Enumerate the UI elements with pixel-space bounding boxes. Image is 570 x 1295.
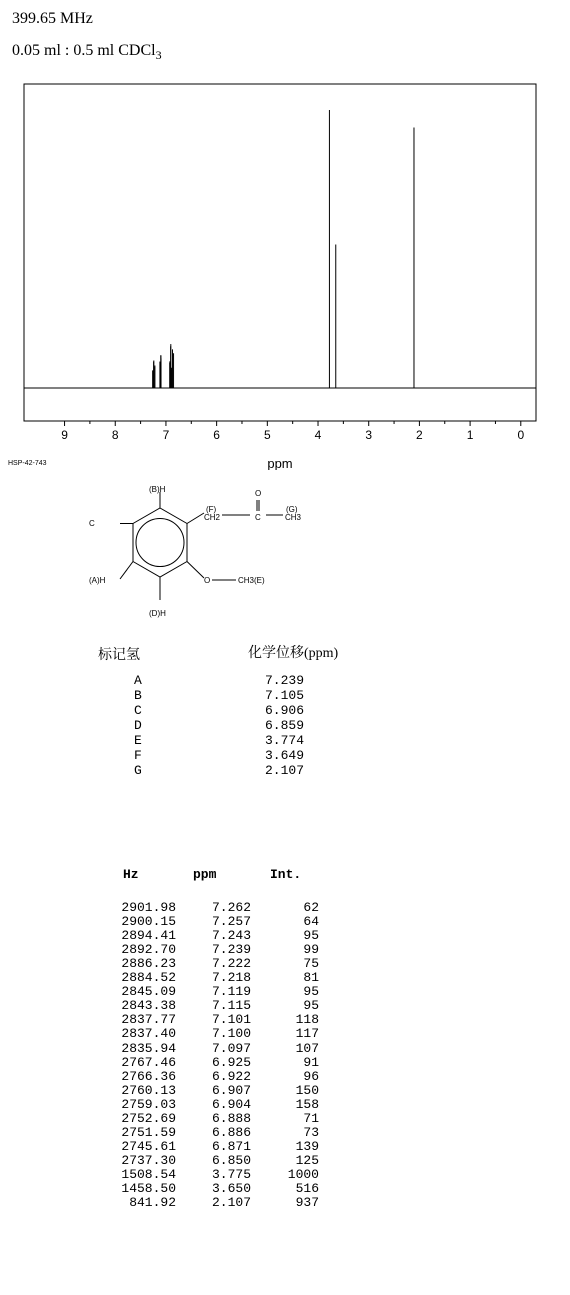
x-tick-label: 3 bbox=[365, 428, 373, 442]
label-h-a: (A)H bbox=[89, 576, 106, 585]
peak-table-row bbox=[0, 999, 570, 1013]
peak-table-row bbox=[0, 1027, 570, 1041]
peak-table-row bbox=[0, 943, 570, 957]
x-tick-label: 4 bbox=[314, 428, 322, 442]
shift-table-header-label: 标记氢 bbox=[98, 648, 140, 663]
bond-o-ether bbox=[187, 562, 204, 579]
peak-int: 81 bbox=[303, 970, 319, 986]
label-carbonyl-o: O bbox=[255, 489, 262, 498]
label-h-d: (D)H bbox=[149, 609, 166, 618]
peak-int: 71 bbox=[303, 1110, 319, 1126]
spectrometer-frequency: 399.65 MHz bbox=[12, 10, 93, 27]
peak-table-row bbox=[0, 1196, 570, 1210]
label-methoxy: CH3(E) bbox=[238, 576, 265, 585]
peak-int: 937 bbox=[295, 1195, 319, 1211]
shift-row-ppm: 7.239 bbox=[265, 673, 305, 688]
label-ch3-ketone: CH3 bbox=[285, 513, 302, 522]
peak-ppm: 6.886 bbox=[211, 1124, 251, 1140]
peak-ppm: 6.850 bbox=[211, 1152, 251, 1168]
peak-table-row bbox=[0, 1154, 570, 1168]
peak-int: 150 bbox=[295, 1082, 319, 1098]
peak-hz: 2835.94 bbox=[121, 1040, 176, 1056]
peak-table-row bbox=[0, 1182, 570, 1196]
peak-table-row bbox=[0, 915, 570, 929]
peak-ppm: 6.888 bbox=[211, 1110, 251, 1126]
peak-table-row bbox=[0, 1140, 570, 1154]
spectrum-code: HSP-42-743 bbox=[8, 460, 47, 467]
peak-hz: 1508.54 bbox=[121, 1166, 176, 1182]
peak-table-row bbox=[0, 971, 570, 985]
peak-table-header-ppm: ppm bbox=[193, 867, 217, 882]
shift-table-header-ppm: 化学位移(ppm) bbox=[248, 646, 339, 661]
x-tick-label: 1 bbox=[466, 428, 474, 442]
label-ether-o: O bbox=[204, 576, 211, 585]
peak-int: 158 bbox=[295, 1096, 319, 1112]
peak-hz: 2892.70 bbox=[121, 942, 176, 958]
peak-ppm: 7.243 bbox=[211, 928, 251, 944]
peak-ppm: 6.871 bbox=[211, 1138, 251, 1154]
peak-ppm: 3.650 bbox=[211, 1181, 251, 1196]
peak-table-row bbox=[0, 1126, 570, 1140]
shift-row-label: A bbox=[134, 673, 142, 688]
peaks-group bbox=[153, 110, 414, 388]
x-tick-label: 5 bbox=[263, 428, 271, 442]
peak-hz: 2843.38 bbox=[121, 998, 176, 1014]
peak-table-row bbox=[0, 1070, 570, 1084]
peak-int: 139 bbox=[295, 1138, 319, 1154]
peak-int: 64 bbox=[303, 914, 319, 930]
x-tick-label: 0 bbox=[517, 428, 525, 442]
peak-ppm: 3.775 bbox=[211, 1166, 251, 1182]
peak-int: 107 bbox=[295, 1040, 319, 1056]
label-carbonyl-c: C bbox=[255, 513, 261, 522]
solvent-text: 0.05 ml : 0.5 ml CDCl bbox=[12, 42, 156, 59]
peak-table-row bbox=[0, 1013, 570, 1027]
peak-int: 91 bbox=[303, 1054, 319, 1070]
peak-hz: 2767.46 bbox=[121, 1054, 176, 1070]
nmr-spectrum-chart bbox=[0, 80, 570, 470]
peak-ppm: 7.119 bbox=[211, 984, 251, 1000]
peak-table-row bbox=[0, 1084, 570, 1098]
shift-row-ppm: 6.859 bbox=[265, 718, 305, 733]
peak-hz: 2752.69 bbox=[121, 1110, 176, 1126]
peak-int: 99 bbox=[303, 942, 319, 958]
peak-ppm: 6.922 bbox=[211, 1068, 251, 1084]
bond-ch2 bbox=[187, 513, 204, 524]
x-tick-label: 7 bbox=[162, 428, 170, 442]
peak-ppm: 6.925 bbox=[211, 1054, 251, 1070]
peak-hz: 2901.98 bbox=[121, 900, 176, 915]
peak-table-header-int: Int. bbox=[270, 867, 302, 882]
label-h-b: (B)H bbox=[149, 485, 166, 494]
peak-ppm: 7.222 bbox=[211, 956, 251, 972]
peak-int: 118 bbox=[295, 1012, 319, 1028]
shift-row-ppm: 2.107 bbox=[265, 763, 305, 778]
peak-table-row bbox=[0, 985, 570, 999]
x-tick-label: 2 bbox=[416, 428, 423, 442]
x-tick-label: 8 bbox=[111, 428, 119, 442]
shift-row-label: C bbox=[134, 703, 142, 718]
peak-hz: 2894.41 bbox=[121, 928, 176, 944]
peak-hz: 2837.40 bbox=[121, 1026, 176, 1042]
peak-hz: 1458.50 bbox=[121, 1181, 176, 1196]
solvent-subscript: 3 bbox=[155, 48, 162, 63]
peak-hz: 2766.36 bbox=[121, 1068, 176, 1084]
peak-hz: 2737.30 bbox=[121, 1152, 176, 1168]
peak-hz: 2760.13 bbox=[121, 1082, 176, 1098]
peak-table-row bbox=[0, 957, 570, 971]
peak-hz: 841.92 bbox=[129, 1195, 176, 1211]
peak-int: 516 bbox=[295, 1181, 319, 1196]
peak-table-row bbox=[0, 929, 570, 943]
peak-ppm: 7.097 bbox=[211, 1040, 251, 1056]
peak-int: 75 bbox=[303, 956, 319, 972]
peak-ppm: 7.100 bbox=[211, 1026, 251, 1042]
shift-row-label: G bbox=[134, 763, 142, 778]
label-g: (G) bbox=[286, 505, 298, 514]
shift-row-ppm: 3.649 bbox=[265, 748, 305, 763]
peak-int: 62 bbox=[303, 900, 319, 915]
peak-hz: 2884.52 bbox=[121, 970, 176, 986]
x-tick-label: 6 bbox=[213, 428, 220, 442]
peak-int: 73 bbox=[303, 1124, 319, 1140]
peak-ppm: 7.101 bbox=[211, 1012, 251, 1028]
peak-ppm: 7.257 bbox=[211, 914, 251, 930]
peak-ppm: 7.218 bbox=[211, 970, 251, 986]
peak-table-row bbox=[0, 1168, 570, 1182]
molecular-structure bbox=[80, 478, 380, 628]
peak-int: 95 bbox=[303, 928, 319, 944]
shift-row-label: D bbox=[134, 718, 142, 733]
plot-frame bbox=[24, 84, 536, 421]
peak-int: 125 bbox=[295, 1152, 319, 1168]
aromatic-circle bbox=[136, 519, 184, 567]
shift-row-label: F bbox=[134, 748, 142, 763]
peak-int: 96 bbox=[303, 1068, 319, 1084]
shift-row-ppm: 7.105 bbox=[265, 688, 305, 703]
peak-ppm: 7.239 bbox=[211, 942, 251, 958]
peak-int: 117 bbox=[295, 1026, 319, 1042]
peak-ppm: 7.262 bbox=[211, 900, 251, 915]
peak-table-header-hz: Hz bbox=[123, 867, 139, 882]
x-axis-ticks bbox=[61, 421, 524, 442]
peak-ppm: 2.107 bbox=[211, 1195, 251, 1211]
peak-table-row bbox=[0, 1042, 570, 1056]
shift-row-ppm: 6.906 bbox=[265, 703, 305, 718]
peak-table-row bbox=[0, 1098, 570, 1112]
peak-ppm: 6.907 bbox=[211, 1082, 251, 1098]
peak-hz: 2751.59 bbox=[121, 1124, 176, 1140]
peak-hz: 2886.23 bbox=[121, 956, 176, 972]
solvent-info bbox=[12, 42, 162, 63]
peak-table-row bbox=[0, 1112, 570, 1126]
peak-ppm: 6.904 bbox=[211, 1096, 251, 1112]
shift-row-label: B bbox=[134, 688, 142, 703]
peak-hz: 2845.09 bbox=[121, 984, 176, 1000]
shift-row-label: E bbox=[134, 733, 142, 748]
label-h-c: C bbox=[89, 519, 95, 528]
x-axis-label: ppm bbox=[267, 456, 293, 470]
peak-hz: 2759.03 bbox=[121, 1096, 176, 1112]
label-ch2: CH2 bbox=[204, 513, 221, 522]
x-tick-label: 9 bbox=[61, 428, 68, 442]
peak-table-row bbox=[0, 1056, 570, 1070]
peak-hz: 2745.61 bbox=[121, 1138, 176, 1154]
peak-int: 95 bbox=[303, 998, 319, 1014]
shift-row-ppm: 3.774 bbox=[265, 733, 305, 748]
peak-hz: 2900.15 bbox=[121, 914, 176, 930]
label-f: (F) bbox=[206, 505, 217, 514]
peak-int: 1000 bbox=[287, 1166, 319, 1182]
peak-int: 95 bbox=[303, 984, 319, 1000]
peak-hz: 2837.77 bbox=[121, 1012, 176, 1028]
peak-ppm: 7.115 bbox=[211, 998, 251, 1014]
bond-h-a bbox=[120, 562, 133, 580]
peak-table-row bbox=[0, 901, 570, 915]
